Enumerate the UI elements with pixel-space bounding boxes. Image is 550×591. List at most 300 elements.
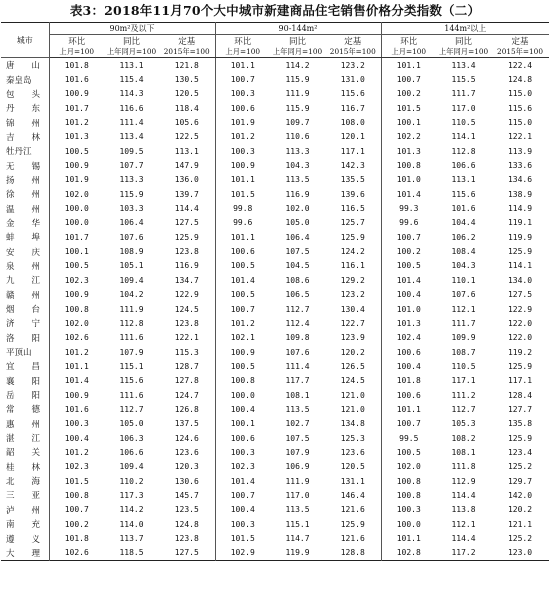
subcol-yoy: 同比 [122, 37, 140, 47]
table-row [1, 302, 549, 316]
mom-value: 101.6 [49, 72, 104, 86]
city-name: 丹 东 [6, 104, 41, 115]
yoy-value: 114.4 [451, 534, 476, 544]
mom-value: 101.3 [381, 316, 436, 330]
fixed-base-value: 125.9 [507, 247, 533, 257]
city-name: 南 充 [6, 520, 41, 531]
fixed-base-value: 115.3 [174, 347, 199, 357]
mom-value: 100.9 [49, 87, 104, 101]
yoy-value: 114.4 [451, 490, 476, 500]
base-2015: 2015年=100 [325, 47, 381, 58]
fixed-base-value: 129.7 [507, 476, 533, 486]
yoy-value: 102.0 [285, 204, 310, 214]
fixed-base-value: 133.6 [507, 161, 533, 171]
city-name: 徐 州 [6, 190, 41, 201]
fixed-base-value: 120.3 [174, 462, 199, 472]
yoy-value: 110.5 [451, 361, 476, 371]
fixed-base-value: 142.0 [507, 490, 533, 500]
fixed-base-value: 124.6 [174, 433, 199, 443]
mom-value: 100.5 [49, 259, 104, 273]
yoy-value: 115.1 [119, 361, 144, 371]
yoy-value: 110.5 [451, 118, 476, 128]
mom-value: 100.6 [215, 101, 270, 115]
mom-value: 100.7 [381, 72, 436, 86]
yoy-value: 115.6 [451, 189, 476, 199]
table-row [1, 359, 549, 373]
yoy-value: 112.7 [451, 404, 476, 414]
fixed-base-value: 121.0 [340, 404, 365, 414]
table-row [1, 158, 549, 172]
yoy-value: 110.2 [119, 476, 144, 486]
fixed-base-value: 116.7 [340, 103, 365, 113]
fixed-base-value: 145.7 [174, 490, 199, 500]
table-row [1, 417, 549, 431]
mom-value: 100.8 [49, 488, 104, 502]
table-row [1, 503, 549, 517]
city-name: 泉 州 [6, 261, 41, 272]
header-base-row [1, 47, 549, 58]
yoy-value: 115.1 [285, 519, 310, 529]
fixed-base-value: 125.9 [340, 232, 365, 242]
city-name: 泸 州 [6, 505, 41, 516]
yoy-value: 118.5 [119, 548, 144, 558]
yoy-value: 107.6 [119, 232, 144, 242]
fixed-base-value: 125.7 [340, 218, 365, 228]
yoy-value: 117.3 [119, 490, 144, 500]
city-name: 襄 阳 [6, 376, 41, 387]
yoy-value: 113.3 [285, 146, 310, 156]
table-row [1, 460, 549, 474]
mom-value: 100.5 [49, 144, 104, 158]
table-row [1, 316, 549, 330]
mom-value: 102.9 [215, 546, 270, 561]
fixed-base-value: 123.2 [340, 290, 365, 300]
mom-value: 101.5 [215, 187, 270, 201]
mom-value: 101.4 [215, 474, 270, 488]
mom-value: 100.3 [49, 417, 104, 431]
fixed-base-value: 108.0 [340, 118, 365, 128]
city-name: 济 宁 [6, 319, 41, 330]
mom-value: 100.7 [215, 488, 270, 502]
mom-value: 100.4 [381, 359, 436, 373]
mom-value: 100.8 [381, 474, 436, 488]
mom-value: 99.6 [381, 216, 436, 230]
mom-value: 100.1 [49, 244, 104, 258]
mom-value: 101.6 [49, 402, 104, 416]
yoy-value: 107.6 [451, 290, 476, 300]
yoy-value: 112.7 [285, 304, 310, 314]
fixed-base-value: 123.5 [174, 505, 199, 515]
city-name: 烟 台 [6, 305, 41, 316]
mom-value: 100.1 [381, 115, 436, 129]
subcol-yoy: 同比 [455, 37, 473, 47]
city-name: 三 亚 [6, 491, 41, 502]
mom-value: 102.2 [381, 130, 436, 144]
table-row [1, 173, 549, 187]
city-name: 九 江 [6, 276, 41, 287]
fixed-base-value: 123.8 [174, 534, 199, 544]
fixed-base-value: 122.7 [340, 318, 365, 328]
table-row [1, 388, 549, 402]
yoy-value: 112.8 [451, 146, 476, 156]
table-row [1, 374, 549, 388]
fixed-base-value: 131.1 [340, 476, 365, 486]
fixed-base-value: 123.8 [174, 318, 199, 328]
mom-value: 100.2 [381, 244, 436, 258]
table-row [1, 273, 549, 287]
yoy-value: 112.1 [451, 519, 476, 529]
fixed-base-value: 119.2 [507, 347, 533, 357]
fixed-base-value: 122.0 [507, 333, 533, 343]
table-row [1, 244, 549, 258]
group-header-large: 144m²以上 [381, 23, 549, 35]
yoy-value: 113.1 [119, 60, 144, 70]
city-name: 平顶山 [6, 348, 32, 359]
yoy-value: 106.4 [285, 232, 310, 242]
table-row [1, 517, 549, 531]
fixed-base-value: 124.7 [174, 390, 199, 400]
group-header-medium: 90-144m² [215, 23, 381, 35]
base-last-year: 上年同月=100 [270, 47, 325, 58]
yoy-value: 113.3 [119, 175, 144, 185]
fixed-base-value: 115.0 [507, 118, 533, 128]
yoy-value: 110.1 [451, 275, 476, 285]
city-name: 唐 山 [6, 61, 41, 72]
yoy-value: 108.1 [285, 390, 310, 400]
fixed-base-value: 121.6 [340, 534, 365, 544]
table-row [1, 216, 549, 230]
yoy-value: 114.7 [285, 534, 310, 544]
table-row [1, 445, 549, 459]
yoy-value: 111.7 [451, 89, 476, 99]
subcol-fixed-base: 定基 [344, 37, 362, 47]
yoy-value: 115.9 [285, 75, 310, 85]
mom-value: 101.1 [49, 359, 104, 373]
base-last-month: 上月=100 [381, 47, 436, 58]
yoy-value: 114.2 [119, 505, 144, 515]
mom-value: 100.7 [215, 72, 270, 86]
mom-value: 101.0 [381, 173, 436, 187]
yoy-value: 113.8 [451, 505, 476, 515]
mom-value: 102.4 [381, 331, 436, 345]
yoy-value: 117.2 [451, 548, 476, 558]
fixed-base-value: 122.4 [507, 60, 533, 70]
city-name: 扬 州 [6, 175, 41, 186]
fixed-base-value: 120.5 [174, 89, 199, 99]
mom-value: 100.5 [381, 445, 436, 459]
yoy-value: 107.9 [119, 347, 144, 357]
fixed-base-value: 139.7 [174, 189, 199, 199]
fixed-base-value: 125.2 [507, 534, 533, 544]
mom-value: 100.9 [49, 388, 104, 402]
base-last-month: 上月=100 [49, 47, 104, 58]
fixed-base-value: 118.4 [174, 103, 199, 113]
yoy-value: 107.5 [285, 433, 310, 443]
yoy-value: 108.1 [451, 447, 476, 457]
mom-value: 101.4 [49, 374, 104, 388]
fixed-base-value: 120.5 [340, 462, 365, 472]
fixed-base-value: 119.9 [507, 232, 533, 242]
mom-value: 101.5 [49, 474, 104, 488]
mom-value: 100.9 [49, 158, 104, 172]
fixed-base-value: 128.7 [174, 361, 199, 371]
yoy-value: 109.4 [119, 275, 144, 285]
mom-value: 100.3 [215, 144, 270, 158]
mom-value: 100.5 [215, 359, 270, 373]
mom-value: 100.9 [49, 288, 104, 302]
base-last-year: 上年同月=100 [436, 47, 491, 58]
fixed-base-value: 122.0 [507, 318, 533, 328]
table-row [1, 331, 549, 345]
subcol-yoy: 同比 [288, 37, 306, 47]
yoy-value: 117.0 [451, 103, 476, 113]
mom-value: 102.1 [215, 331, 270, 345]
mom-value: 99.8 [215, 201, 270, 215]
yoy-value: 104.4 [451, 218, 476, 228]
city-name: 惠 州 [6, 419, 41, 430]
mom-value: 101.2 [215, 130, 270, 144]
mom-value: 102.6 [49, 546, 104, 561]
yoy-value: 106.5 [285, 290, 310, 300]
fixed-base-value: 134.8 [340, 419, 365, 429]
yoy-value: 113.4 [451, 60, 476, 70]
fixed-base-value: 124.2 [340, 247, 365, 257]
mom-value: 100.4 [215, 402, 270, 416]
fixed-base-value: 123.2 [340, 60, 365, 70]
header-subcol-row [1, 35, 549, 48]
mom-value: 100.7 [49, 503, 104, 517]
yoy-value: 117.1 [451, 376, 476, 386]
table-row [1, 402, 549, 416]
yoy-value: 113.1 [451, 175, 476, 185]
mom-value: 100.0 [49, 216, 104, 230]
yoy-value: 103.3 [119, 204, 144, 214]
table-row [1, 101, 549, 115]
fixed-base-value: 105.6 [174, 118, 199, 128]
fixed-base-value: 128.8 [340, 548, 365, 558]
mom-value: 102.3 [215, 460, 270, 474]
subcol-mom: 环比 [49, 35, 104, 48]
yoy-value: 102.7 [285, 419, 310, 429]
mom-value: 100.6 [215, 244, 270, 258]
city-name: 常 德 [6, 405, 41, 416]
city-name: 蚌 埠 [6, 233, 41, 244]
mom-value: 100.8 [381, 158, 436, 172]
yoy-value: 106.6 [119, 447, 144, 457]
mom-value: 101.0 [381, 302, 436, 316]
yoy-value: 116.9 [285, 189, 310, 199]
fixed-base-value: 134.7 [174, 275, 199, 285]
fixed-base-value: 114.9 [507, 204, 533, 214]
city-name: 金 华 [6, 218, 41, 229]
yoy-value: 107.5 [285, 247, 310, 257]
fixed-base-value: 113.1 [174, 146, 199, 156]
fixed-base-value: 121.0 [340, 390, 365, 400]
yoy-value: 107.6 [285, 347, 310, 357]
yoy-value: 115.6 [119, 376, 144, 386]
mom-value: 100.4 [215, 503, 270, 517]
subcol-mom: 环比 [215, 35, 270, 48]
mom-value: 100.3 [215, 87, 270, 101]
fixed-base-value: 137.5 [174, 419, 199, 429]
yoy-value: 111.2 [451, 390, 476, 400]
fixed-base-value: 123.6 [340, 447, 365, 457]
mom-value: 101.9 [49, 173, 104, 187]
yoy-value: 111.8 [451, 462, 476, 472]
fixed-base-value: 125.2 [507, 462, 533, 472]
yoy-value: 107.7 [119, 161, 144, 171]
table-row [1, 546, 549, 561]
yoy-value: 114.0 [119, 519, 144, 529]
fixed-base-value: 135.8 [507, 419, 533, 429]
mom-value: 102.0 [49, 187, 104, 201]
yoy-value: 116.6 [119, 103, 144, 113]
yoy-value: 104.5 [285, 261, 310, 271]
fixed-base-value: 130.5 [174, 75, 199, 85]
mom-value: 100.1 [215, 417, 270, 431]
fixed-base-value: 128.4 [507, 390, 533, 400]
table-row [1, 130, 549, 144]
base-last-month: 上月=100 [215, 47, 270, 58]
fixed-base-value: 125.9 [174, 232, 199, 242]
yoy-value: 112.1 [451, 304, 476, 314]
subcol-fixed-base: 定基 [178, 37, 196, 47]
fixed-base-value: 114.1 [507, 261, 533, 271]
mom-value: 101.5 [215, 531, 270, 545]
table-row [1, 230, 549, 244]
fixed-base-value: 147.9 [174, 161, 199, 171]
city-name: 包 头 [6, 89, 41, 100]
yoy-value: 101.6 [451, 204, 476, 214]
yoy-value: 111.4 [119, 118, 144, 128]
mom-value: 102.0 [381, 460, 436, 474]
mom-value: 99.6 [215, 216, 270, 230]
fixed-base-value: 121.8 [174, 60, 199, 70]
yoy-value: 106.3 [119, 433, 144, 443]
mom-value: 101.1 [381, 402, 436, 416]
fixed-base-value: 116.5 [340, 204, 365, 214]
city-name: 桂 林 [6, 462, 41, 473]
yoy-value: 107.9 [285, 447, 310, 457]
mom-value: 101.9 [215, 115, 270, 129]
yoy-value: 105.3 [451, 419, 476, 429]
table-title: 表3：2018年11月70个大中城市新建商品住宅销售价格分类指数（二） [69, 3, 481, 18]
fixed-base-value: 115.0 [507, 89, 533, 99]
yoy-value: 112.8 [119, 318, 144, 328]
yoy-value: 106.9 [285, 462, 310, 472]
fixed-base-value: 123.9 [340, 333, 365, 343]
yoy-value: 111.4 [285, 361, 310, 371]
yoy-value: 111.7 [451, 318, 476, 328]
yoy-value: 115.9 [119, 189, 144, 199]
yoy-value: 109.5 [119, 146, 144, 156]
yoy-value: 113.7 [119, 534, 144, 544]
city-column-header: 城市 [1, 23, 49, 58]
yoy-value: 108.9 [119, 247, 144, 257]
mom-value: 100.9 [215, 345, 270, 359]
city-name: 秦皇岛 [6, 75, 32, 86]
table-row [1, 345, 549, 359]
mom-value: 101.7 [49, 230, 104, 244]
yoy-value: 112.7 [119, 404, 144, 414]
yoy-value: 105.1 [119, 261, 144, 271]
fixed-base-value: 129.2 [340, 275, 365, 285]
fixed-base-value: 120.1 [340, 132, 365, 142]
mom-value: 100.0 [381, 517, 436, 531]
fixed-base-value: 113.9 [507, 146, 533, 156]
mom-value: 102.3 [49, 273, 104, 287]
subcol-fixed-base: 定基 [511, 37, 529, 47]
city-name: 岳 阳 [6, 391, 41, 402]
fixed-base-value: 127.7 [507, 404, 533, 414]
fixed-base-value: 127.8 [174, 376, 199, 386]
yoy-value: 111.9 [285, 89, 310, 99]
mom-value: 100.6 [215, 431, 270, 445]
table-row [1, 87, 549, 101]
yoy-value: 104.2 [119, 290, 144, 300]
yoy-value: 112.9 [451, 476, 476, 486]
yoy-value: 109.7 [285, 118, 310, 128]
fixed-base-value: 130.4 [340, 304, 365, 314]
table-header [1, 23, 549, 58]
city-name: 遵 义 [6, 534, 41, 545]
table-row [1, 201, 549, 215]
table-row [1, 259, 549, 273]
fixed-base-value: 134.6 [507, 175, 533, 185]
mom-value: 100.4 [381, 288, 436, 302]
table-row [1, 187, 549, 201]
yoy-value: 114.2 [285, 60, 310, 70]
mom-value: 100.5 [381, 259, 436, 273]
mom-value: 100.7 [381, 417, 436, 431]
base-2015: 2015年=100 [491, 47, 549, 58]
yoy-value: 113.4 [119, 132, 144, 142]
fixed-base-value: 135.5 [340, 175, 365, 185]
fixed-base-value: 123.4 [507, 447, 533, 457]
subcol-mom: 环比 [381, 35, 436, 48]
mom-value: 101.1 [381, 531, 436, 545]
fixed-base-value: 120.2 [340, 347, 365, 357]
mom-value: 100.8 [215, 374, 270, 388]
yoy-value: 113.5 [285, 175, 310, 185]
mom-value: 101.1 [215, 58, 270, 73]
yoy-value: 115.4 [119, 75, 144, 85]
mom-value: 100.4 [49, 431, 104, 445]
table-row [1, 72, 549, 86]
city-name: 北 海 [6, 477, 41, 488]
group-header-small: 90m²及以下 [49, 23, 215, 35]
yoy-value: 110.6 [285, 132, 310, 142]
fixed-base-value: 117.1 [340, 146, 365, 156]
city-name: 洛 阳 [6, 333, 41, 344]
fixed-base-value: 138.9 [507, 189, 533, 199]
fixed-base-value: 125.9 [507, 361, 533, 371]
fixed-base-value: 130.6 [174, 476, 199, 486]
mom-value: 100.3 [215, 517, 270, 531]
table-row [1, 58, 549, 73]
fixed-base-value: 122.9 [174, 290, 199, 300]
yoy-value: 108.2 [451, 433, 476, 443]
mom-value: 100.8 [49, 302, 104, 316]
mom-value: 101.1 [215, 230, 270, 244]
city-name: 吉 林 [6, 132, 41, 143]
fixed-base-value: 126.5 [340, 361, 365, 371]
fixed-base-value: 114.4 [174, 204, 199, 214]
city-name: 宜 昌 [6, 362, 41, 373]
header-group-row [1, 23, 549, 35]
mom-value: 101.4 [381, 187, 436, 201]
mom-value: 102.3 [49, 460, 104, 474]
